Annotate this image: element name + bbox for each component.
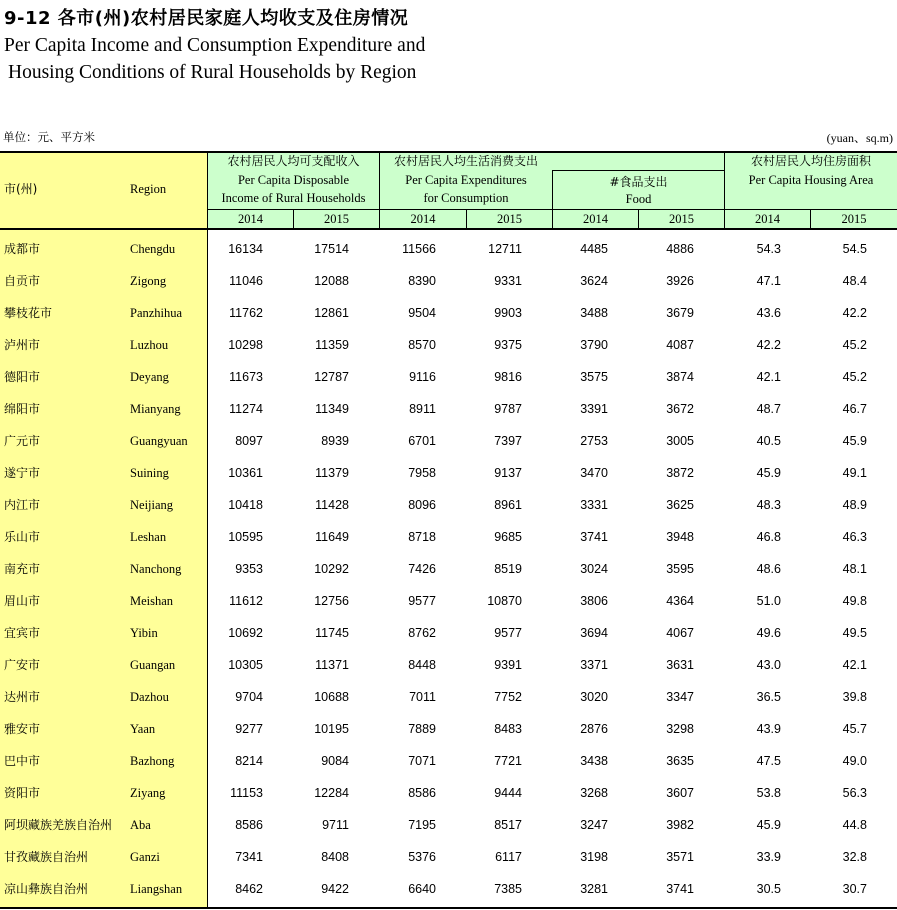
table-row xyxy=(0,713,897,745)
table-cell: 7341 xyxy=(235,850,263,864)
region-name-cn: 达州市 xyxy=(4,690,41,704)
region-name-cn: 凉山彝族自治州 xyxy=(4,882,89,896)
table-row xyxy=(0,777,897,809)
header-city-cn: 市(州) xyxy=(4,182,38,196)
table-cell: 11428 xyxy=(315,498,349,512)
table-cell: 4087 xyxy=(666,338,694,352)
table-cell: 7958 xyxy=(408,466,436,480)
region-name-en: Meishan xyxy=(130,594,174,608)
table-cell: 42.2 xyxy=(842,306,867,320)
table-cell: 8570 xyxy=(408,338,436,352)
table-cell: 11046 xyxy=(229,274,263,288)
header-year: 2015 xyxy=(669,212,694,226)
region-name-en: Dazhou xyxy=(130,690,169,704)
table-cell: 4067 xyxy=(666,626,694,640)
table-cell: 4485 xyxy=(580,242,608,256)
table-cell: 3438 xyxy=(580,754,608,768)
header-consumption-cn: 农村居民人均生活消费支出 xyxy=(393,154,538,168)
table-cell: 11612 xyxy=(229,594,263,608)
region-name-cn: 成都市 xyxy=(4,242,41,256)
header-food-cn: #食品支出 xyxy=(609,175,668,189)
table-cell: 10870 xyxy=(487,594,522,608)
table-cell: 8586 xyxy=(408,786,436,800)
table-cell: 9577 xyxy=(494,626,522,640)
region-name-en: Yaan xyxy=(130,722,156,736)
table-cell: 17514 xyxy=(314,242,349,256)
region-name-cn: 资阳市 xyxy=(4,786,41,800)
table-cell: 48.3 xyxy=(756,498,781,512)
table-row xyxy=(0,393,897,425)
table-cell: 53.8 xyxy=(756,786,781,800)
table-cell: 3371 xyxy=(580,658,608,672)
table-row xyxy=(0,233,897,265)
table-cell: 6640 xyxy=(408,882,436,896)
table-cell: 12756 xyxy=(314,594,349,608)
table-cell: 3631 xyxy=(666,658,694,672)
table-cell: 3005 xyxy=(666,434,694,448)
table-row xyxy=(0,489,897,521)
table-row xyxy=(0,361,897,393)
table-cell: 10688 xyxy=(314,690,349,704)
table-row xyxy=(0,745,897,777)
table-cell: 8408 xyxy=(321,850,349,864)
region-name-en: Ziyang xyxy=(130,786,166,800)
table-cell: 11371 xyxy=(315,658,349,672)
region-name-cn: 攀枝花市 xyxy=(4,306,53,320)
region-name-cn: 雅安市 xyxy=(4,722,41,736)
table-cell: 7752 xyxy=(494,690,522,704)
table-row xyxy=(0,425,897,457)
table-cell: 47.1 xyxy=(756,274,781,288)
region-name-cn: 甘孜藏族自治州 xyxy=(4,850,89,864)
region-name-cn: 德阳市 xyxy=(4,370,41,384)
table-cell: 12787 xyxy=(314,370,349,384)
table-cell: 9331 xyxy=(494,274,522,288)
table-cell: 45.2 xyxy=(842,338,867,352)
table-cell: 39.8 xyxy=(842,690,867,704)
table-cell: 45.2 xyxy=(842,370,867,384)
table-cell: 9711 xyxy=(322,818,349,832)
table-row xyxy=(0,649,897,681)
region-name-cn: 南充市 xyxy=(4,562,41,576)
table-cell: 10195 xyxy=(314,722,349,736)
region-name-cn: 巴中市 xyxy=(4,754,41,768)
table-cell: 8483 xyxy=(494,722,522,736)
table-cell: 11274 xyxy=(229,402,263,416)
table-cell: 7721 xyxy=(494,754,522,768)
table-cell: 3874 xyxy=(666,370,694,384)
table-cell: 3806 xyxy=(580,594,608,608)
region-name-cn: 广元市 xyxy=(4,434,41,448)
table-cell: 7397 xyxy=(494,434,522,448)
table-cell: 8096 xyxy=(408,498,436,512)
table-cell: 10298 xyxy=(228,338,263,352)
table-cell: 49.8 xyxy=(842,594,867,608)
table-cell: 3247 xyxy=(580,818,608,832)
table-cell: 11745 xyxy=(315,626,349,640)
table-cell: 44.8 xyxy=(842,818,867,832)
table-cell: 51.0 xyxy=(756,594,781,608)
header-year: 2014 xyxy=(410,212,436,226)
table-cell: 3672 xyxy=(666,402,694,416)
table-cell: 8390 xyxy=(408,274,436,288)
table-cell: 3347 xyxy=(666,690,694,704)
table-cell: 3298 xyxy=(666,722,694,736)
table-cell: 54.3 xyxy=(756,242,781,256)
table-cell: 48.1 xyxy=(842,562,867,576)
table-cell: 12711 xyxy=(488,242,522,256)
table-cell: 43.0 xyxy=(756,658,781,672)
table-cell: 3741 xyxy=(580,530,608,544)
table-cell: 3635 xyxy=(666,754,694,768)
table-cell: 7195 xyxy=(408,818,436,832)
header-year: 2015 xyxy=(841,212,867,226)
table-cell: 42.2 xyxy=(756,338,781,352)
table-cell: 7011 xyxy=(409,690,436,704)
table-cell: 3595 xyxy=(666,562,694,576)
table-cell: 4886 xyxy=(666,242,694,256)
table-cell: 9391 xyxy=(494,658,522,672)
table-cell: 3694 xyxy=(580,626,608,640)
table-cell: 2753 xyxy=(580,434,608,448)
table-cell: 11379 xyxy=(315,466,349,480)
header-year: 2014 xyxy=(238,212,263,226)
header-divider xyxy=(552,170,724,171)
table-cell: 16134 xyxy=(228,242,263,256)
table-cell: 9084 xyxy=(321,754,349,768)
table-cell: 8097 xyxy=(235,434,263,448)
table-cell: 7426 xyxy=(408,562,436,576)
table-cell: 3391 xyxy=(580,402,608,416)
table-row xyxy=(0,265,897,297)
region-name-en: Panzhihua xyxy=(130,306,183,320)
table-cell: 9353 xyxy=(235,562,263,576)
region-name-cn: 绵阳市 xyxy=(4,402,41,416)
table-cell: 3624 xyxy=(580,274,608,288)
table-cell: 3982 xyxy=(666,818,694,832)
table-bottom-border xyxy=(0,907,897,909)
header-income-en-line2: Income of Rural Households xyxy=(221,191,366,205)
table-row xyxy=(0,457,897,489)
table-cell: 7385 xyxy=(494,882,522,896)
region-name-en: Liangshan xyxy=(130,882,183,896)
table-cell: 45.9 xyxy=(842,434,867,448)
region-name-en: Neijiang xyxy=(130,498,174,512)
table-cell: 10361 xyxy=(228,466,263,480)
region-name-cn: 泸州市 xyxy=(4,338,41,352)
unit-label-cn: 单位：元、平方米 xyxy=(3,130,95,144)
table-cell: 3607 xyxy=(666,786,694,800)
header-year: 2014 xyxy=(755,212,780,226)
table-cell: 12088 xyxy=(314,274,349,288)
region-name-en: Nanchong xyxy=(130,562,182,576)
table-cell: 9277 xyxy=(235,722,263,736)
table-row xyxy=(0,809,897,841)
header-year: 2015 xyxy=(497,212,522,226)
table-cell: 6701 xyxy=(408,434,436,448)
table-title-en-line1: Per Capita Income and Consumption Expenditure and xyxy=(4,35,426,56)
table-cell: 8519 xyxy=(494,562,522,576)
table-cell: 11349 xyxy=(315,402,349,416)
table-cell: 11673 xyxy=(229,370,263,384)
table-title-en-line2: Housing Conditions of Rural Households by Region xyxy=(8,62,417,83)
region-name-en: Zigong xyxy=(130,274,167,288)
region-name-en: Suining xyxy=(130,466,169,480)
header-income-en-line1: Per Capita Disposable xyxy=(237,173,350,187)
table-cell: 8718 xyxy=(408,530,436,544)
table-cell: 32.8 xyxy=(842,850,867,864)
table-cell: 46.7 xyxy=(842,402,867,416)
table-cell: 49.5 xyxy=(842,626,867,640)
table-cell: 3268 xyxy=(580,786,608,800)
table-cell: 9816 xyxy=(494,370,522,384)
table-cell: 10292 xyxy=(314,562,349,576)
table-cell: 43.6 xyxy=(756,306,781,320)
table-cell: 46.8 xyxy=(756,530,781,544)
region-name-en: Mianyang xyxy=(130,402,181,416)
table-title-cn: 9-12 各市(州)农村居民家庭人均收支及住房情况 xyxy=(4,8,409,29)
table-cell: 9577 xyxy=(408,594,436,608)
header-year: 2014 xyxy=(583,212,608,226)
table-cell: 10418 xyxy=(228,498,263,512)
table-cell: 8939 xyxy=(321,434,349,448)
table-cell: 10692 xyxy=(228,626,263,640)
table-cell: 30.7 xyxy=(842,882,867,896)
table-cell: 9444 xyxy=(494,786,522,800)
header-food-en: Food xyxy=(625,192,652,206)
header-bottom-border xyxy=(0,228,897,230)
table-row xyxy=(0,841,897,873)
table-cell: 12284 xyxy=(314,786,349,800)
region-name-en: Guangan xyxy=(130,658,176,672)
region-name-cn: 自贡市 xyxy=(4,274,41,288)
table-row xyxy=(0,297,897,329)
region-name-en: Leshan xyxy=(130,530,167,544)
table-cell: 3872 xyxy=(666,466,694,480)
header-consumption-en-line2: for Consumption xyxy=(423,191,509,205)
table-cell: 43.9 xyxy=(756,722,781,736)
table-cell: 40.5 xyxy=(756,434,781,448)
region-name-en: Ganzi xyxy=(130,850,160,864)
table-cell: 12861 xyxy=(314,306,349,320)
table-cell: 8911 xyxy=(409,402,436,416)
header-consumption-en-line1: Per Capita Expenditures xyxy=(405,173,527,187)
header-income-cn: 农村居民人均可支配收入 xyxy=(227,154,360,168)
table-row xyxy=(0,585,897,617)
table-cell: 3790 xyxy=(580,338,608,352)
header-year: 2015 xyxy=(324,212,349,226)
table-cell: 11153 xyxy=(230,786,263,800)
table-cell: 48.9 xyxy=(842,498,867,512)
region-name-cn: 宜宾市 xyxy=(4,626,41,640)
table-cell: 11566 xyxy=(402,242,436,256)
table-cell: 3625 xyxy=(666,498,694,512)
table-cell: 54.5 xyxy=(842,242,867,256)
table-cell: 9685 xyxy=(494,530,522,544)
table-cell: 7889 xyxy=(408,722,436,736)
table-cell: 36.5 xyxy=(756,690,781,704)
table-cell: 7071 xyxy=(408,754,436,768)
table-cell: 45.9 xyxy=(756,818,781,832)
table-cell: 30.5 xyxy=(756,882,781,896)
table-cell: 3281 xyxy=(580,882,608,896)
table-cell: 3679 xyxy=(666,306,694,320)
table-cell: 10305 xyxy=(228,658,263,672)
table-cell: 3948 xyxy=(666,530,694,544)
table-cell: 46.3 xyxy=(842,530,867,544)
region-name-en: Guangyuan xyxy=(130,434,188,448)
table-cell: 9903 xyxy=(494,306,522,320)
region-name-cn: 遂宁市 xyxy=(4,466,41,480)
table-cell: 8214 xyxy=(235,754,263,768)
table-cell: 3488 xyxy=(580,306,608,320)
table-cell: 8517 xyxy=(494,818,522,832)
region-name-cn: 阿坝藏族羌族自治州 xyxy=(4,818,113,832)
unit-label-en: (yuan、sq.m) xyxy=(826,131,893,145)
header-housing-en: Per Capita Housing Area xyxy=(748,173,874,187)
region-name-en: Bazhong xyxy=(130,754,175,768)
table-cell: 3926 xyxy=(666,274,694,288)
table-cell: 45.9 xyxy=(756,466,781,480)
table-cell: 33.9 xyxy=(756,850,781,864)
table-row xyxy=(0,329,897,361)
region-name-en: Aba xyxy=(130,818,151,832)
region-name-en: Luzhou xyxy=(130,338,169,352)
table-row xyxy=(0,681,897,713)
table-cell: 11649 xyxy=(315,530,349,544)
table-cell: 3575 xyxy=(580,370,608,384)
region-name-en: Deyang xyxy=(130,370,169,384)
table-cell: 45.7 xyxy=(842,722,867,736)
table-cell: 10595 xyxy=(228,530,263,544)
table-cell: 3024 xyxy=(580,562,608,576)
table-row xyxy=(0,873,897,905)
region-name-cn: 乐山市 xyxy=(4,530,41,544)
table-cell: 8961 xyxy=(494,498,522,512)
table-cell: 11762 xyxy=(229,306,263,320)
table-cell: 48.7 xyxy=(756,402,781,416)
table-cell: 49.6 xyxy=(756,626,781,640)
table-cell: 49.1 xyxy=(842,466,867,480)
table-row xyxy=(0,521,897,553)
table-cell: 47.5 xyxy=(756,754,781,768)
region-name-en: Yibin xyxy=(130,626,158,640)
table-cell: 3571 xyxy=(666,850,694,864)
table-cell: 8448 xyxy=(408,658,436,672)
table-cell: 8586 xyxy=(235,818,263,832)
header-region-en: Region xyxy=(130,182,167,196)
table-cell: 5376 xyxy=(408,850,436,864)
table-cell: 3470 xyxy=(580,466,608,480)
region-name-cn: 广安市 xyxy=(4,658,41,672)
table-cell: 2876 xyxy=(580,722,608,736)
table-cell: 3741 xyxy=(666,882,694,896)
table-cell: 9116 xyxy=(409,370,436,384)
table-row xyxy=(0,553,897,585)
table-cell: 42.1 xyxy=(842,658,867,672)
table-cell: 9422 xyxy=(321,882,349,896)
table-cell: 48.4 xyxy=(842,274,867,288)
region-name-cn: 眉山市 xyxy=(4,594,41,608)
table-cell: 9137 xyxy=(494,466,522,480)
table-cell: 11359 xyxy=(315,338,349,352)
table-cell: 42.1 xyxy=(756,370,781,384)
region-name-en: Chengdu xyxy=(130,242,176,256)
table-cell: 9704 xyxy=(235,690,263,704)
table-cell: 8762 xyxy=(408,626,436,640)
table-cell: 56.3 xyxy=(842,786,867,800)
table-cell: 4364 xyxy=(666,594,694,608)
table-cell: 9504 xyxy=(408,306,436,320)
table-cell: 9787 xyxy=(494,402,522,416)
table-cell: 6117 xyxy=(495,850,522,864)
table-cell: 48.6 xyxy=(756,562,781,576)
table-row xyxy=(0,617,897,649)
table-cell: 9375 xyxy=(494,338,522,352)
header-housing-cn: 农村居民人均住房面积 xyxy=(750,154,871,168)
table-cell: 8462 xyxy=(235,882,263,896)
region-name-cn: 内江市 xyxy=(4,498,41,512)
table-cell: 3020 xyxy=(580,690,608,704)
table-cell: 49.0 xyxy=(842,754,867,768)
table-cell: 3198 xyxy=(580,850,608,864)
table-cell: 3331 xyxy=(580,498,608,512)
